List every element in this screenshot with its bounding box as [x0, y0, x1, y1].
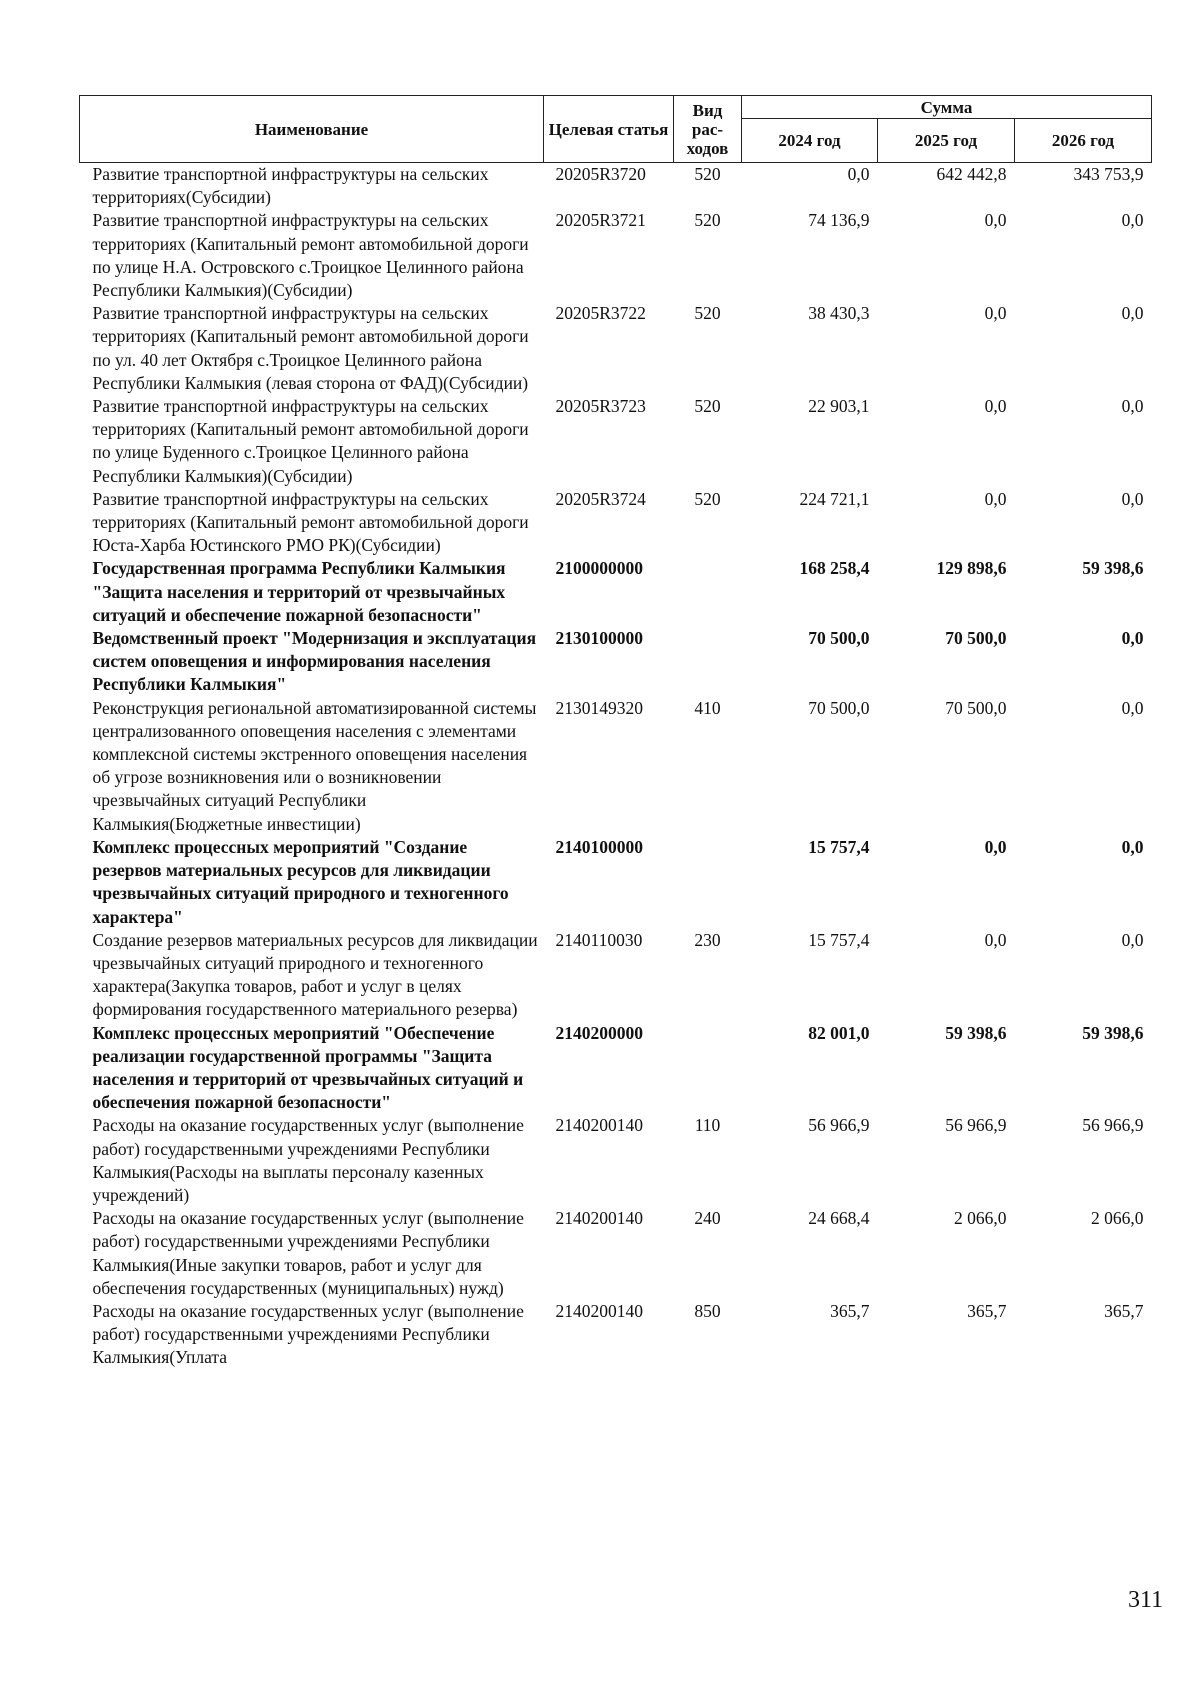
table-row	[80, 1114, 1152, 1207]
table-row	[80, 1022, 1152, 1115]
row-sum-2025: 365,7	[967, 1300, 1007, 1321]
table-row	[80, 1300, 1152, 1370]
table-row	[80, 302, 1152, 395]
table-row	[80, 209, 1152, 302]
row-sum-2026: 0,0	[1121, 836, 1144, 857]
row-expense-type: 110	[694, 1115, 721, 1136]
header-year-2025: 2025 год	[878, 119, 1015, 163]
row-target-article: 2140100000	[555, 836, 643, 857]
table-row	[80, 163, 1152, 210]
row-sum-2026: 0,0	[1121, 628, 1144, 649]
row-expense-type	[674, 627, 742, 697]
row-expense-type	[674, 836, 742, 929]
row-sum-2026: 343 753,9	[1073, 164, 1144, 184]
row-name: Расходы на оказание государственных услуг (выполнение работ) государственными учреждениями Республики Калмыкия(Уплата	[92, 1300, 524, 1368]
row-name: Развитие транспортной инфраструктуры на сельских территориях (Капитальный ремонт автомобильной дороги Юста-Харба Юстинского РМО РК)(Субсидии)	[92, 488, 529, 556]
row-sum-2025: 56 966,9	[945, 1115, 1007, 1136]
row-expense-type: 850	[694, 1300, 721, 1321]
row-name: Реконструкция региональной автоматизированной системы централизованного оповещения населения с элементами комплексной системы экстренного оповещения населения об угрозе возникновения или о возникновении чрезвычайных ситуаций Республики Калмыкия(Бюджетные инвестиции)	[92, 697, 537, 834]
row-target-article: 2140110030	[555, 929, 643, 950]
row-target-article: 2140200140	[555, 1208, 643, 1229]
table-row	[80, 697, 1152, 836]
row-name: Развитие транспортной инфраструктуры на сельских территориях(Субсидии)	[92, 164, 489, 208]
row-sum-2024: 24 668,4	[808, 1208, 870, 1229]
row-sum-2025: 59 398,6	[945, 1022, 1007, 1043]
row-sum-2025: 70 500,0	[945, 697, 1007, 718]
row-target-article: 2130100000	[555, 628, 643, 649]
row-target-article: 2130149320	[555, 697, 643, 718]
row-sum-2025: 0,0	[984, 396, 1007, 417]
row-sum-2026: 0,0	[1121, 303, 1144, 324]
row-target-article: 2140200140	[555, 1115, 643, 1136]
header-year-2024: 2024 год	[742, 119, 878, 163]
table-row	[80, 488, 1152, 558]
table-header	[80, 96, 1152, 163]
row-sum-2024: 0,0	[847, 164, 870, 184]
row-name: Развитие транспортной инфраструктуры на сельских территориях (Капитальный ремонт автомобильной дороги по ул. 40 лет Октября с.Троицкое Целинного района Республики Калмыкия (левая сторона от ФАД)(Субсидии)	[92, 303, 529, 393]
row-name: Комплекс процессных мероприятий "Создание резервов материальных ресурсов для ликвидации чрезвычайных ситуаций природного и техногенного характера"	[92, 836, 509, 927]
header-expense-type: Вид рас-ходов	[674, 96, 742, 163]
row-sum-2024: 70 500,0	[808, 628, 870, 649]
table-body	[80, 163, 1152, 1370]
row-sum-2025: 70 500,0	[945, 628, 1007, 649]
row-sum-2024: 56 966,9	[808, 1115, 870, 1136]
row-expense-type: 520	[694, 488, 721, 509]
row-sum-2026: 0,0	[1121, 210, 1144, 231]
row-expense-type: 520	[694, 303, 721, 324]
header-target-article: Целевая статья	[544, 96, 674, 163]
row-name: Ведомственный проект "Модернизация и эксплуатация систем оповещения и информирования населения Республики Калмыкия"	[92, 628, 537, 695]
row-sum-2025: 0,0	[984, 488, 1007, 509]
row-name: Государственная программа Республики Калмыкия "Защита населения и территорий от чрезвычайных ситуаций и обеспечение пожарной безопасности"	[92, 558, 506, 625]
row-sum-2024: 365,7	[830, 1300, 870, 1321]
table-row	[80, 836, 1152, 929]
row-sum-2025: 0,0	[984, 210, 1007, 231]
row-sum-2026: 0,0	[1121, 929, 1144, 950]
row-target-article: 20205R3721	[555, 210, 646, 231]
row-name: Расходы на оказание государственных услуг (выполнение работ) государственными учреждениями Республики Калмыкия(Иные закупки товаров, работ и услуг для обеспечения государственных (муниципальных) нужд)	[92, 1208, 524, 1298]
table-row	[80, 557, 1152, 627]
row-sum-2024: 168 258,4	[799, 558, 870, 579]
row-target-article: 2140200000	[555, 1022, 643, 1043]
row-expense-type: 230	[694, 929, 721, 950]
row-sum-2026: 59 398,6	[1082, 1022, 1144, 1043]
row-name: Создание резервов материальных ресурсов для ликвидации чрезвычайных ситуаций природного и техногенного характера(Закупка товаров, работ и услуг в целях формирования государственного материального резерва)	[92, 929, 538, 1020]
row-name: Развитие транспортной инфраструктуры на сельских территориях (Капитальный ремонт автомобильной дороги по улице Н.А. Островского с.Троицкое Целинного района Республики Калмыкия)(Субсидии)	[92, 210, 529, 301]
row-sum-2024: 15 757,4	[808, 836, 870, 857]
row-target-article: 20205R3723	[555, 396, 646, 417]
header-year-2026: 2026 год	[1015, 119, 1152, 163]
row-sum-2024: 224 721,1	[799, 488, 870, 509]
row-sum-2026: 2 066,0	[1091, 1208, 1144, 1229]
row-sum-2025: 0,0	[984, 929, 1007, 950]
budget-table	[79, 95, 1152, 1370]
table-row	[80, 627, 1152, 697]
row-sum-2026: 0,0	[1121, 488, 1144, 509]
table-row	[80, 929, 1152, 1022]
row-expense-type: 410	[694, 697, 721, 718]
row-sum-2026: 59 398,6	[1082, 558, 1144, 579]
row-sum-2024: 38 430,3	[808, 303, 870, 324]
row-target-article: 2140200140	[555, 1300, 643, 1321]
row-sum-2026: 56 966,9	[1082, 1115, 1144, 1136]
row-sum-2025: 0,0	[984, 836, 1007, 857]
row-name: Расходы на оказание государственных услуг (выполнение работ) государственными учреждениями Республики Калмыкия(Расходы на выплаты персоналу казенных учреждений)	[92, 1115, 524, 1205]
row-sum-2024: 74 136,9	[808, 210, 870, 231]
row-sum-2026: 0,0	[1121, 697, 1144, 718]
row-sum-2025: 129 898,6	[936, 558, 1007, 579]
row-target-article: 20205R3722	[555, 303, 646, 324]
row-sum-2024: 22 903,1	[808, 396, 870, 417]
row-sum-2026: 0,0	[1121, 396, 1144, 417]
row-target-article: 2100000000	[555, 558, 643, 579]
row-expense-type: 240	[694, 1208, 721, 1229]
row-target-article: 20205R3720	[555, 164, 646, 184]
row-sum-2024: 15 757,4	[808, 929, 870, 950]
row-expense-type	[674, 1022, 742, 1115]
table-row	[80, 1207, 1152, 1300]
row-sum-2025: 0,0	[984, 303, 1007, 324]
row-expense-type: 520	[694, 210, 721, 231]
row-name: Комплекс процессных мероприятий "Обеспечение реализации государственной программы "Защита населения и территорий от чрезвычайных ситуаций и обеспечения пожарной безопасности"	[92, 1022, 524, 1113]
row-sum-2024: 70 500,0	[808, 697, 870, 718]
table-row	[80, 395, 1152, 488]
page-number: 311	[1128, 1587, 1164, 1613]
row-expense-type	[674, 557, 742, 627]
row-target-article: 20205R3724	[555, 488, 646, 509]
header-name: Наименование	[80, 96, 544, 163]
row-name: Развитие транспортной инфраструктуры на сельских территориях (Капитальный ремонт автомобильной дороги по улице Буденного с.Троицкое Целинного района Республики Калмыкия)(Субсидии)	[92, 396, 529, 486]
row-expense-type: 520	[694, 396, 721, 417]
header-sum: Сумма	[742, 96, 1152, 119]
row-expense-type: 520	[694, 164, 721, 184]
row-sum-2024: 82 001,0	[808, 1022, 870, 1043]
row-sum-2025: 642 442,8	[936, 164, 1007, 184]
row-sum-2026: 365,7	[1104, 1300, 1144, 1321]
row-sum-2025: 2 066,0	[954, 1208, 1007, 1229]
